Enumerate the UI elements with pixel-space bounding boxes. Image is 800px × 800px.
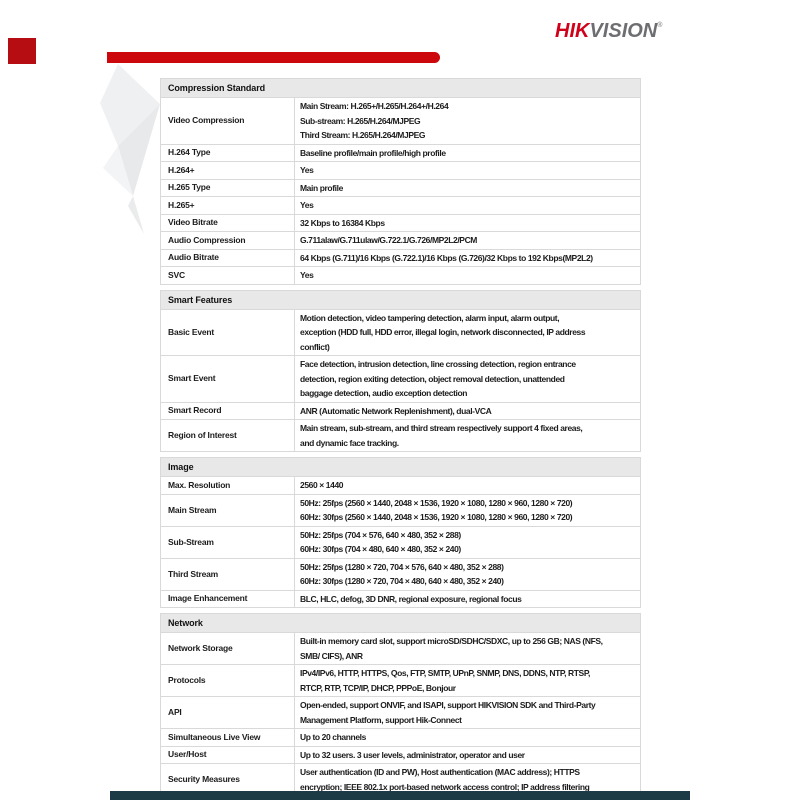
spec-value-line: 50Hz: 25fps (2560 × 1440, 2048 × 1536, 1920 × 1080, 1280 × 960, 1280 × 720)	[300, 497, 573, 508]
spec-row	[161, 180, 640, 198]
spec-value-line: conflict)	[300, 341, 330, 352]
spec-row	[161, 527, 640, 559]
spec-value-line: Main stream, sub-stream, and third stream respectively support 4 fixed areas,	[300, 423, 583, 433]
spec-value-line: BLC, HLC, defog, 3D DNR, regional exposure, regional focus	[300, 593, 522, 604]
spec-value-line: Yes	[300, 200, 314, 210]
spec-section	[160, 78, 641, 285]
spec-value	[295, 527, 640, 558]
spec-label: Video Compression	[161, 98, 295, 144]
spec-label: Basic Event	[161, 310, 295, 356]
spec-row	[161, 633, 640, 665]
spec-value-line: Third Stream: H.265/H.264/MJPEG	[300, 130, 426, 140]
spec-row	[161, 559, 640, 591]
spec-label: API	[161, 697, 295, 728]
spec-value-line: Main profile	[300, 182, 343, 193]
spec-value-line: Motion detection, video tampering detection, alarm input, alarm output,	[300, 312, 560, 323]
spec-value	[295, 232, 640, 249]
spec-row	[161, 145, 640, 163]
spec-value-line: Yes	[300, 270, 314, 280]
spec-value-line: and dynamic face tracking.	[300, 437, 399, 448]
spec-row	[161, 495, 640, 527]
spec-row	[161, 747, 640, 765]
spec-label: H.264+	[161, 162, 295, 179]
logo-text-vision: VISION	[589, 20, 658, 42]
spec-row	[161, 403, 640, 421]
spec-value	[295, 747, 640, 764]
spec-value-line: Open-ended, support ONVIF, and ISAPI, support HIKVISION SDK and Third-Party	[300, 700, 596, 710]
spec-row	[161, 697, 640, 729]
spec-value-line: detection, region exiting detection, object removal detection, unattended	[300, 373, 565, 384]
spec-row	[161, 162, 640, 180]
spec-value	[295, 250, 640, 267]
spec-row	[161, 197, 640, 215]
spec-value-line: encryption; IEEE 802.1x port-based network access control; IP address filtering	[300, 781, 590, 792]
spec-value-line: ANR (Automatic Network Replenishment), dual-VCA	[300, 405, 492, 416]
spec-table	[160, 78, 641, 796]
section-header: Network	[161, 614, 640, 633]
spec-value	[295, 477, 640, 494]
spec-row	[161, 356, 640, 403]
spec-section	[160, 613, 641, 796]
spec-value-line: 32 Kbps to 16384 Kbps	[300, 217, 385, 228]
spec-row	[161, 250, 640, 268]
spec-label: H.264 Type	[161, 145, 295, 162]
spec-row	[161, 215, 640, 233]
spec-value-line: 50Hz: 25fps (704 × 576, 640 × 480, 352 × 288)	[300, 529, 461, 540]
spec-value-line: baggage detection, audio exception detection	[300, 388, 468, 398]
spec-value	[295, 267, 640, 284]
spec-value-line: IPv4/IPv6, HTTP, HTTPS, Qos, FTP, SMTP, UPnP, SNMP, DNS, DDNS, NTP, RTSP,	[300, 668, 590, 678]
hikvision-logo	[555, 20, 662, 43]
spec-value-line: Up to 20 channels	[300, 732, 366, 742]
spec-row	[161, 98, 640, 145]
spec-row	[161, 420, 640, 451]
spec-value-line: 50Hz: 25fps (1280 × 720, 704 × 576, 640 × 480, 352 × 288)	[300, 561, 504, 572]
logo-text-hik: HIK	[555, 20, 590, 42]
registered-mark-icon: ®	[657, 22, 663, 29]
spec-value-line: Sub-stream: H.265/H.264/MJPEG	[300, 115, 421, 126]
spec-label: Main Stream	[161, 495, 295, 526]
spec-label: Smart Record	[161, 403, 295, 420]
spec-value	[295, 310, 640, 356]
spec-label: H.265+	[161, 197, 295, 214]
spec-value-line: Built-in memory card slot, support microSD/SDHC/SDXC, up to 256 GB; NAS (NFS,	[300, 636, 603, 646]
spec-label: Audio Bitrate	[161, 250, 295, 267]
spec-label: H.265 Type	[161, 180, 295, 197]
spec-value	[295, 403, 640, 420]
spec-value	[295, 180, 640, 197]
spec-value-line: User authentication (ID and PW), Host authentication (MAC address); HTTPS	[300, 767, 580, 777]
section-header: Image	[161, 458, 640, 477]
section-header: Compression Standard	[161, 79, 640, 98]
spec-value-line: 60Hz: 30fps (704 × 480, 640 × 480, 352 × 240)	[300, 544, 461, 554]
spec-value	[295, 559, 640, 590]
spec-value-line: exception (HDD full, HDD error, illegal login, network disconnected, IP address	[300, 327, 586, 337]
spec-value	[295, 356, 640, 402]
spec-value	[295, 98, 640, 144]
spec-row	[161, 267, 640, 284]
spec-value-line: 60Hz: 30fps (1280 × 720, 704 × 480, 640 × 480, 352 × 240)	[300, 576, 504, 586]
spec-value-line: G.711alaw/G.711ulaw/G.722.1/G.726/MP2L2/PCM	[300, 235, 477, 245]
spec-value-line: 64 Kbps (G.711)/16 Kbps (G.722.1)/16 Kbps (G.726)/32 Kbps to 192 Kbps(MP2L2)	[300, 252, 593, 263]
spec-value-line: RTCP, RTP, TCP/IP, DHCP, PPPoE, Bonjour	[300, 682, 456, 693]
spec-value	[295, 495, 640, 526]
spec-row	[161, 729, 640, 747]
spec-value	[295, 162, 640, 179]
spec-row	[161, 665, 640, 697]
spec-row	[161, 591, 640, 608]
spec-value	[295, 591, 640, 608]
spec-label: Video Bitrate	[161, 215, 295, 232]
spec-row	[161, 232, 640, 250]
spec-label: SVC	[161, 267, 295, 284]
spec-label: User/Host	[161, 747, 295, 764]
spec-value-line: SMB/ CIFS), ANR	[300, 650, 363, 661]
spec-value	[295, 197, 640, 214]
spec-value-line: Management Platform, support Hik-Connect	[300, 714, 462, 725]
spec-label: Smart Event	[161, 356, 295, 402]
spec-row	[161, 310, 640, 357]
spec-label: Audio Compression	[161, 232, 295, 249]
spec-label: Region of Interest	[161, 420, 295, 451]
footer-bar	[110, 791, 690, 800]
section-header: Smart Features	[161, 291, 640, 310]
spec-value-line: Up to 32 users. 3 user levels, administrator, operator and user	[300, 749, 525, 760]
spec-value-line: Face detection, intrusion detection, line crossing detection, region entrance	[300, 359, 576, 369]
spec-value	[295, 697, 640, 728]
spec-value-line: 60Hz: 30fps (2560 × 1440, 2048 × 1536, 1920 × 1080, 1280 × 960, 1280 × 720)	[300, 512, 573, 522]
spec-label: Image Enhancement	[161, 591, 295, 608]
spec-value-line: Baseline profile/main profile/high profile	[300, 147, 446, 158]
spec-section	[160, 457, 641, 608]
spec-row	[161, 477, 640, 495]
red-accent-square	[8, 38, 36, 64]
spec-label: Sub-Stream	[161, 527, 295, 558]
spec-value	[295, 145, 640, 162]
spec-value	[295, 665, 640, 696]
spec-label: Network Storage	[161, 633, 295, 664]
spec-label: Protocols	[161, 665, 295, 696]
spec-label: Security Measures	[161, 764, 295, 795]
spec-value	[295, 215, 640, 232]
spec-value-line: Yes	[300, 165, 314, 175]
spec-label: Third Stream	[161, 559, 295, 590]
spec-value-line: 2560 × 1440	[300, 480, 344, 490]
spec-label: Simultaneous Live View	[161, 729, 295, 746]
spec-label: Max. Resolution	[161, 477, 295, 494]
spec-value-line: Main Stream: H.265+/H.265/H.264+/H.264	[300, 101, 449, 111]
spec-value	[295, 633, 640, 664]
spec-value	[295, 420, 640, 451]
spec-value	[295, 729, 640, 746]
spec-section	[160, 290, 641, 453]
